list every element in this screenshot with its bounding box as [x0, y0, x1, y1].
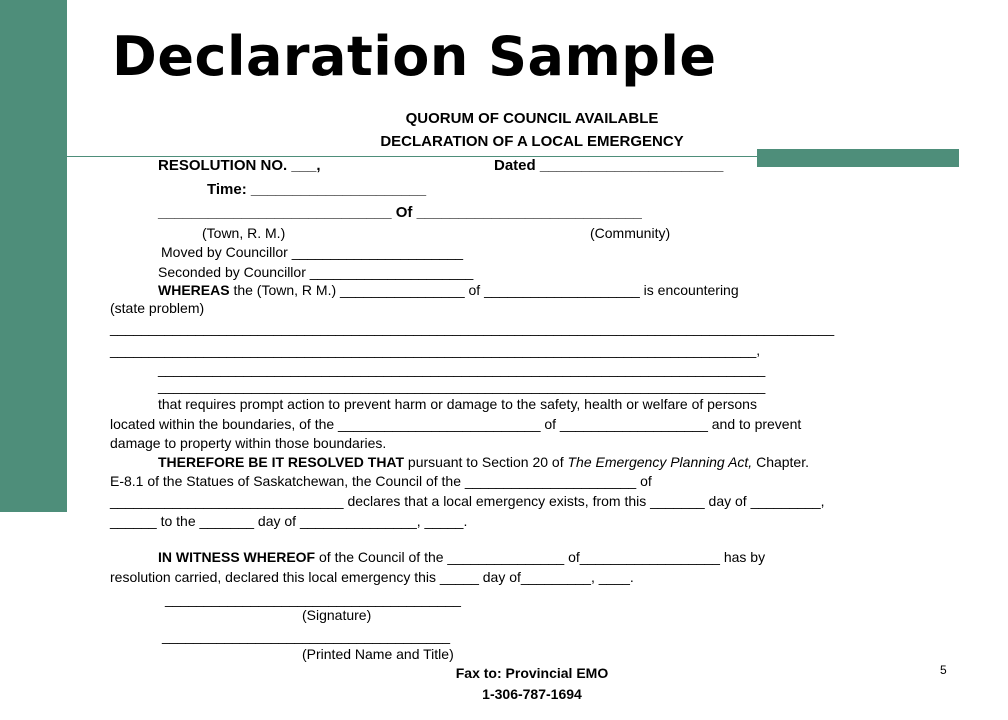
slide-title: Declaration Sample — [112, 25, 717, 88]
therefore-line — [158, 454, 809, 471]
printed-name-blank: _____________________________________ — [162, 628, 451, 644]
damage-property-line: damage to property within those boundaries. — [110, 435, 387, 451]
statutes-line: E-8.1 of the Statues of Saskatchewan, the Council of the ______________________ of — [110, 473, 652, 489]
blank-line-1: _____________________________________________________________________________________________ — [110, 320, 835, 336]
heading-declaration: DECLARATION OF A LOCAL EMERGENCY — [380, 133, 684, 150]
community-label: (Community) — [590, 225, 671, 241]
page-number: 5 — [940, 663, 947, 677]
act-title: The Emergency Planning Act, — [567, 454, 753, 470]
fax-phone-number: 1-306-787-1694 — [482, 686, 582, 702]
state-problem-label: (state problem) — [110, 300, 205, 316]
resolution-number: RESOLUTION NO. ___, — [158, 157, 321, 174]
moved-by-line: Moved by Councillor ______________________ — [161, 244, 464, 260]
right-accent-block — [757, 149, 959, 167]
whereas-line — [158, 282, 739, 299]
therefore-keyword: THEREFORE BE IT RESOLVED THAT — [158, 454, 405, 470]
witness-text: of the Council of the _______________ of__________________ has by — [315, 549, 766, 565]
printed-name-label: (Printed Name and Title) — [302, 646, 454, 662]
whereas-keyword: WHEREAS — [158, 282, 230, 298]
signature-blank: ______________________________________ — [165, 591, 461, 607]
carried-line: resolution carried, declared this local emergency this _____ day of_________, ____. — [110, 569, 634, 585]
left-accent-bar — [0, 0, 67, 512]
requires-action-line: that requires prompt action to prevent harm or damage to the safety, health or welfare of persons — [158, 396, 757, 412]
declares-line: ______________________________ declares that a local emergency exists, from this _______ day of _________, — [110, 493, 825, 509]
fax-to-line: Fax to: Provincial EMO — [455, 665, 609, 681]
dated-field: Dated ______________________ — [494, 157, 724, 174]
whereas-text: the (Town, R M.) ________________ of ____________________ is encountering — [229, 282, 739, 298]
town-of-community-line: ____________________________ Of ___________________________ — [158, 204, 642, 221]
witness-line — [158, 549, 765, 566]
blank-line-3: ______________________________________________________________________________ — [158, 361, 766, 377]
blank-line-2: ___________________________________________________________________________________, — [110, 342, 761, 358]
heading-quorum: QUORUM OF COUNCIL AVAILABLE — [405, 110, 659, 127]
witness-keyword: IN WITNESS WHEREOF — [158, 549, 316, 565]
located-within-line: located within the boundaries, of the __________________________ of ___________________ and to prevent — [110, 416, 802, 432]
seconded-by-line: Seconded by Councillor _____________________ — [158, 264, 474, 280]
signature-label: (Signature) — [302, 607, 372, 623]
town-label: (Town, R. M.) — [202, 225, 286, 241]
time-field: Time: _____________________ — [207, 181, 427, 198]
therefore-text: pursuant to Section 20 of — [404, 454, 568, 470]
blank-line-4: ______________________________________________________________________________ — [158, 378, 766, 394]
to-the-day-line: ______ to the _______ day of _______________, _____. — [110, 513, 468, 529]
therefore-chapter: Chapter. — [752, 454, 810, 470]
